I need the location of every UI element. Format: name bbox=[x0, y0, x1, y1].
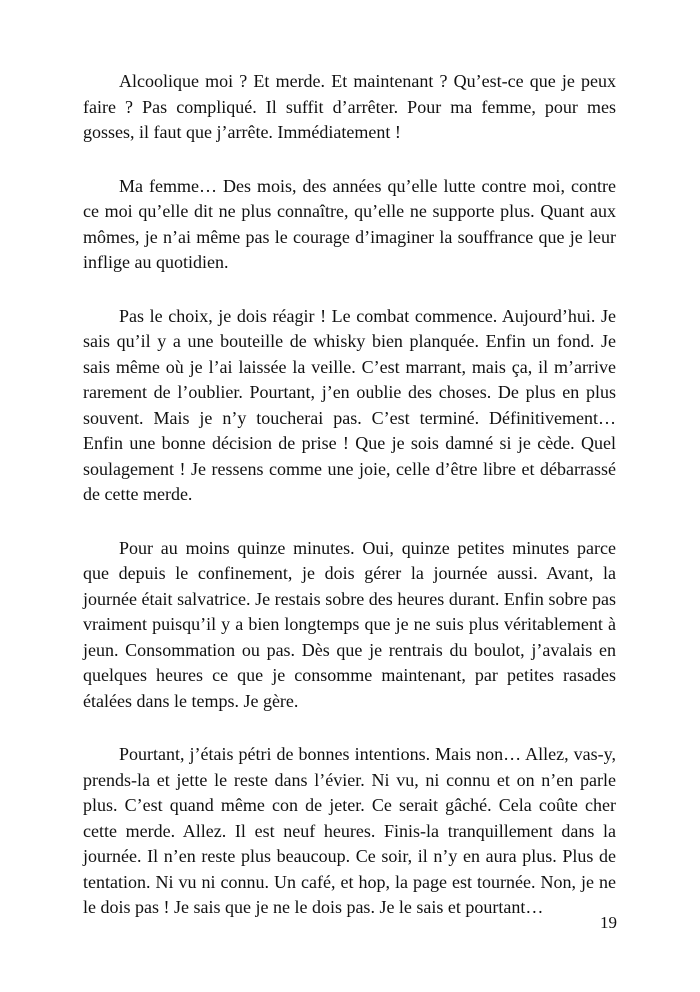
page-number: 19 bbox=[600, 913, 617, 932]
paragraph-1: Alcoolique moi ? Et merde. Et maintenant ? Qu’est-ce que je peux faire ? Pas compliqué. Il suffit d’arrêter. Pour ma femme, pour mes gosses, il faut que j’arrête. Immédiatement ! bbox=[83, 71, 616, 142]
page-body bbox=[83, 69, 616, 949]
paragraph-4: Pour au moins quinze minutes. Oui, quinze petites minutes parce que depuis le confinement, je dois gérer la journée aussi. Avant, la journée était salvatrice. Je restais sobre des heures durant. Enfin sobre pas vraiment puisqu’il y a bien longtemps que je ne suis plus véritablement à jeun. Consommation ou pas. Dès que je rentrais du boulot, j’avalais en quelques heures ce que je consomme maintenant, par petites rasades étalées dans le temps. Je gère. bbox=[83, 537, 616, 711]
paragraph-3: Pas le choix, je dois réagir ! Le combat commence. Aujourd’hui. Je sais qu’il y a une bouteille de whisky bien planquée. Enfin un fond. Je sais même où je l’ai laissée la veille. C’est marrant, mais ça, il m’arrive rarement de l’oublier. Pourtant, j’en oublie des choses. De plus en plus souvent. Mais je n’y toucherai pas. C’est terminé. Définitivement… Enfin une bonne décision de prise ! Que je sois damné si je cède. Quel soulagement ! Je ressens comme une joie, celle d’être libre et débarrassé de cette merde. bbox=[83, 305, 616, 504]
paragraph-5: Pourtant, j’étais pétri de bonnes intentions. Mais non… Allez, vas-y, prends-la et jette le reste dans l’évier. Ni vu, ni connu et on n’en parle plus. C’est quand même con de jeter. Ce serait gâché. Cela coûte cher cette merde. Allez. Il est neuf heures. Finis-la tranquillement dans la journée. Il n’en reste plus beaucoup. Ce soir, il n’y en aura plus. Plus de tentation. Ni vu ni connu. Un café, et hop, la page est tournée. Non, je ne le dois pas ! Je sais que je ne le dois pas. Je le sais et pourtant… bbox=[83, 744, 616, 917]
paragraph-2: Ma femme… Des mois, des années qu’elle lutte contre moi, contre ce moi qu’elle dit ne plus connaître, qu’elle ne supporte plus. Quant aux mômes, je n’ai même pas le courage d’imaginer la souffrance que je leur inflige au quotidien. bbox=[83, 175, 616, 272]
